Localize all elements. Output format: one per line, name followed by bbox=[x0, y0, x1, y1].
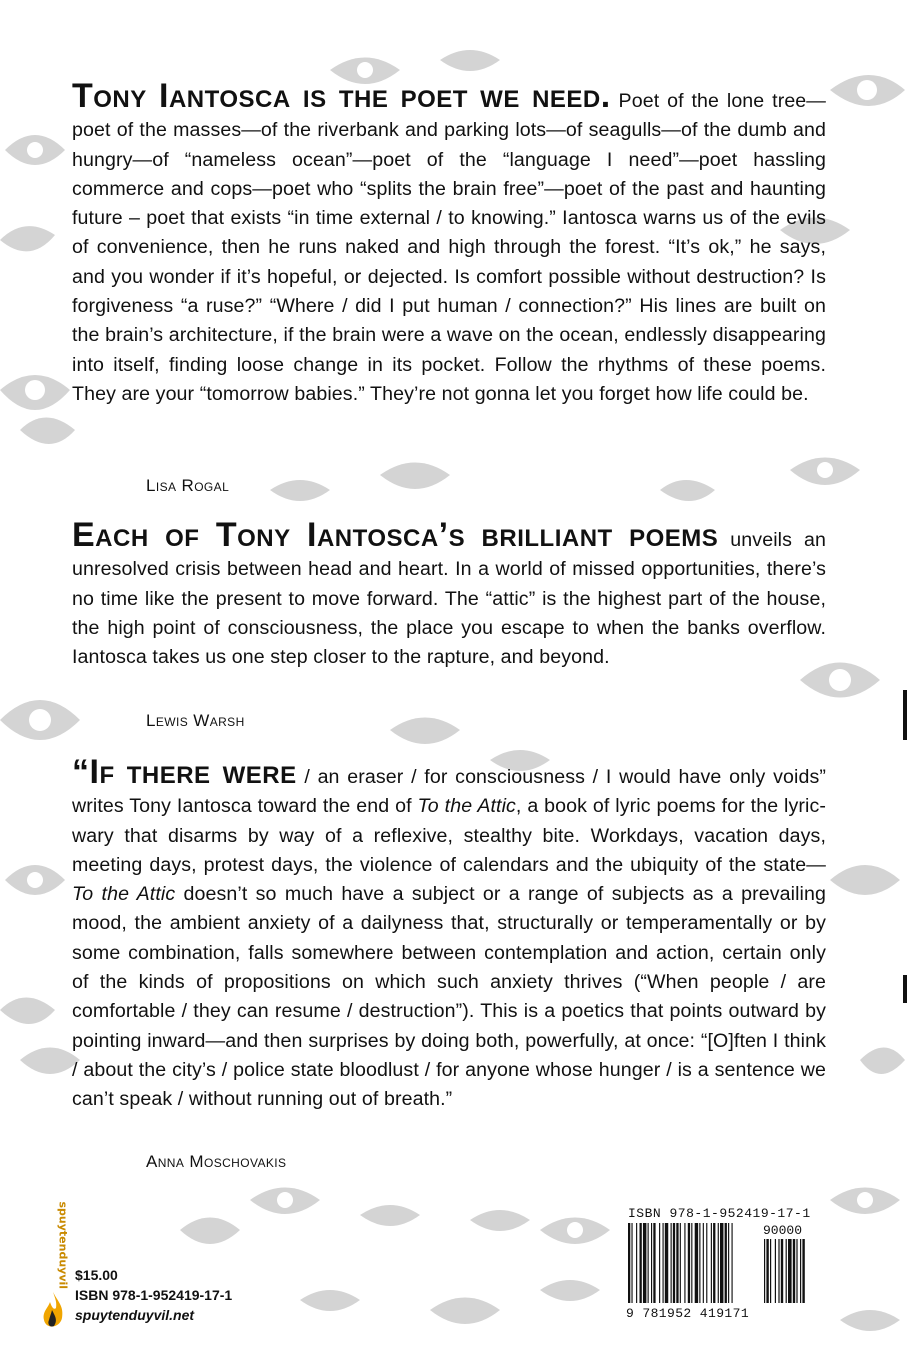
publisher-website: spuytenduyvil.net bbox=[75, 1307, 195, 1323]
barcode-bar bbox=[673, 1223, 675, 1303]
eye-doodle-icon bbox=[430, 1298, 500, 1325]
barcode-bar bbox=[699, 1223, 700, 1303]
barcode-bar bbox=[728, 1223, 729, 1303]
blurb-lisa-rogal bbox=[72, 77, 827, 409]
blurb-anna-moschovakis bbox=[72, 753, 827, 1115]
barcode-bar bbox=[718, 1223, 719, 1303]
barcode-bar bbox=[676, 1223, 678, 1303]
eye-doodle-icon bbox=[0, 998, 55, 1025]
barcode-bar bbox=[800, 1239, 801, 1303]
flame-icon bbox=[40, 1292, 66, 1332]
barcode-bar bbox=[703, 1223, 704, 1303]
barcode-bar bbox=[653, 1223, 655, 1303]
price: $15.00 bbox=[75, 1267, 118, 1283]
barcode-bar bbox=[648, 1223, 649, 1303]
blurb-author: Lewis Warsh bbox=[146, 711, 245, 730]
blurb-text: Poet of the lone tree—poet of the masses—of the riverbank and parking lots—of seagulls—of the dumb and hungry—of “nameless ocean”—poet of the “language I need”—poet hassling commerce and cops—poet who “splits the brain free”—poet of the past and haunting future – poet that exists “in time external / to knowing.” Iantosca warns us of the evils of convenience, then he runs naked and high through the forest. “It’s ok,” he says, and you wonder if it’s hopeful, or dejected. Is comfort possible without destruction? Is forgiveness “a ruse?” “Where / did I put human / connection?” His lines are built on the brain’s architecture, if the brain were a wave on the ocean, endlessly disappearing into itself, finding loose change in its pocket. Follow the rhythms of these poems. They are your “tomorrow babies.” They’re not gonna let you forget how life could be. bbox=[72, 90, 827, 405]
barcode-bar bbox=[781, 1239, 783, 1303]
barcode-digits: 9 781952 419171 bbox=[626, 1306, 750, 1321]
barcode-bar bbox=[671, 1223, 672, 1303]
eye-doodle-icon bbox=[860, 1048, 905, 1075]
barcode-bar bbox=[770, 1239, 771, 1303]
barcode-bar bbox=[631, 1223, 632, 1303]
barcode-bar bbox=[663, 1223, 664, 1303]
eye-doodle-icon bbox=[0, 226, 55, 251]
barcode-bar bbox=[711, 1223, 712, 1303]
eye-doodle-icon bbox=[180, 1218, 240, 1245]
eye-doodle-icon bbox=[540, 1280, 600, 1301]
barcode-bar bbox=[720, 1223, 723, 1303]
barcode-bar bbox=[640, 1223, 642, 1303]
blurb-author: Anna Moschovakis bbox=[146, 1152, 287, 1171]
barcode-bar bbox=[636, 1223, 637, 1303]
barcode-bar bbox=[691, 1223, 692, 1303]
blurb-lead: Tony Iantosca is the poet we need. bbox=[72, 77, 611, 115]
barcode-bar bbox=[628, 1223, 630, 1303]
blurb-text: doesn’t so much have a subject or a range of subjects as a prevailing mood, the ambient anxiety of a dailyness that, structurally or temperamentally or by some combination, falls somewhere between contemplation and action, certain only of the kinds of propositions on which such anxiety thrives (“When people / are comfortable / they can resume / destruction”). This is a poetics that points outward by pointing inward—and then surprises by doing both, powerfully, at once: “[O]ften I think / about the city’s / police state bloodlust / for anyone whose hunger / is a sentence we can’t speak / without running out of breath.” bbox=[72, 883, 826, 1111]
eye-doodle-icon bbox=[20, 1048, 80, 1075]
eye-doodle-icon bbox=[440, 50, 500, 71]
eye-doodle-icon bbox=[390, 718, 460, 745]
book-title: To the Attic bbox=[72, 883, 176, 906]
eye-doodle-icon bbox=[830, 865, 900, 895]
barcode-bar bbox=[659, 1223, 660, 1303]
edge-mark bbox=[903, 975, 907, 1003]
eye-doodle-icon bbox=[840, 1310, 900, 1331]
price-block bbox=[75, 1265, 232, 1325]
barcode-bar bbox=[775, 1239, 776, 1303]
barcode-bar bbox=[665, 1223, 668, 1303]
barcode-bar bbox=[778, 1239, 779, 1303]
eye-doodle-icon bbox=[270, 480, 330, 501]
barcode-bar bbox=[788, 1239, 792, 1303]
barcode-isbn-label: ISBN 978-1-952419-17-1 bbox=[628, 1206, 811, 1221]
blurb-author: Lisa Rogal bbox=[146, 476, 230, 495]
barcode-price-code: 90000 bbox=[763, 1223, 803, 1238]
isbn-text: ISBN 978-1-952419-17-1 bbox=[75, 1287, 233, 1303]
barcode-bar bbox=[643, 1223, 646, 1303]
barcode-bar bbox=[680, 1223, 681, 1303]
blurb-lead: Each of Tony Iantosca’s brilliant poems bbox=[72, 516, 719, 554]
book-title: To the Attic bbox=[417, 795, 516, 818]
barcode-bar bbox=[713, 1223, 715, 1303]
publisher-logo bbox=[38, 1180, 70, 1340]
barcode-bar bbox=[766, 1239, 768, 1303]
barcode bbox=[620, 1206, 828, 1324]
eye-doodle-icon bbox=[660, 480, 715, 501]
barcode-bar bbox=[786, 1239, 787, 1303]
barcode-bar bbox=[732, 1223, 733, 1303]
barcode-bar bbox=[764, 1239, 765, 1303]
blurb-lewis-warsh bbox=[72, 516, 826, 672]
barcode-bar bbox=[695, 1223, 698, 1303]
blurb-text: unveils an unresolved crisis between head and heart. In a world of missed opportunities, there’s no time like the present to move forward. The “attic” is the highest part of the house, the high point of consciousness, the place you escape to when the banks overflow. Iantosca takes us one step closer to the rapture, and beyond. bbox=[72, 529, 826, 669]
barcode-bar bbox=[688, 1223, 690, 1303]
eye-doodle-icon bbox=[20, 418, 75, 445]
edge-mark bbox=[903, 690, 907, 740]
publisher-name: spuytenduyvil bbox=[56, 1201, 70, 1290]
barcode-bar bbox=[802, 1239, 804, 1303]
eye-doodle-icon bbox=[360, 1205, 420, 1226]
barcode-bar bbox=[793, 1239, 795, 1303]
blurb-lead: “If there were bbox=[72, 753, 297, 791]
eye-doodle-icon bbox=[300, 1290, 360, 1311]
barcode-bar bbox=[796, 1239, 797, 1303]
eye-doodle-icon bbox=[380, 463, 450, 490]
blurb-text: / an eraser / for consciousness / I would have only voids” writes Tony Iantosca toward the end of bbox=[72, 766, 827, 818]
barcode-bar bbox=[651, 1223, 652, 1303]
barcode-bar bbox=[706, 1223, 707, 1303]
barcode-bar bbox=[684, 1223, 685, 1303]
eye-doodle-icon bbox=[470, 1210, 530, 1231]
blurb-text: , a book of lyric poems for the lyric-wary that disarms by way of a reflexive, stealthy bite. Workdays, vacation days, meeting days, protest days, the violence of calendars and the ubiquity of the state— bbox=[72, 795, 827, 876]
barcode-bar bbox=[725, 1223, 727, 1303]
